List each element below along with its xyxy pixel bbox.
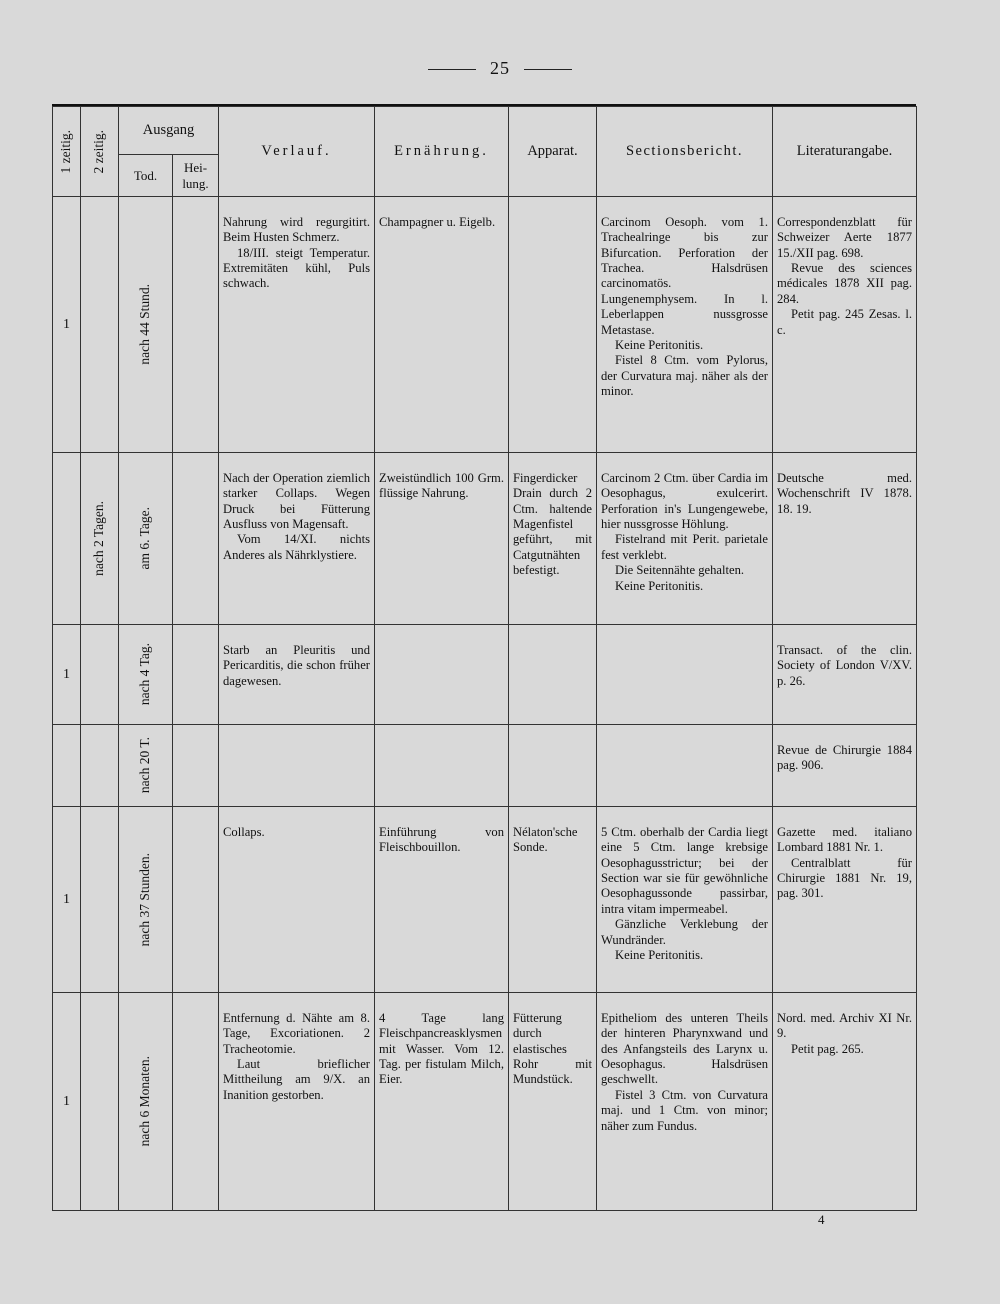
cell-zeitig-2 xyxy=(81,453,119,625)
header-verlauf: Verlauf. xyxy=(219,107,375,197)
header-tod: Tod. xyxy=(119,155,173,197)
cell-zeitig-1 xyxy=(53,625,81,725)
table-row xyxy=(53,725,917,807)
cell-verlauf-paragraph: Laut brieflicher Mittheilung am 9/X. an Inanition gestorben. xyxy=(223,1057,370,1102)
cell-sectionsbericht xyxy=(597,453,773,625)
cell-verlauf-paragraph: 18/III. steigt Temperatur. Extremitäten kühl, Puls schwach. xyxy=(223,245,370,291)
cell-tod-value: nach 4 Tag. xyxy=(137,643,153,706)
cell-literaturangabe-paragraph: Centralblatt für Chirurgie 1881 Nr. 19, pag. 301. xyxy=(777,855,912,901)
cell-zeitig-2 xyxy=(81,993,119,1211)
header-row-1 xyxy=(53,107,917,155)
cell-literaturangabe-paragraph: Nord. med. Archiv XI Nr. 9. xyxy=(777,1011,912,1041)
cell-tod xyxy=(119,807,173,993)
cell-ernaehrung xyxy=(375,993,509,1211)
table-row xyxy=(53,453,917,625)
cell-sectionsbericht-paragraph: Gänzliche Verklebung der Wundränder. xyxy=(601,917,768,947)
cell-ernaehrung-paragraph: Champagner u. Eigelb. xyxy=(379,215,496,229)
cell-heilung xyxy=(173,453,219,625)
zeitig-1-value: 1 xyxy=(63,891,70,907)
header-apparat: Apparat. xyxy=(509,107,597,197)
cell-verlauf xyxy=(219,807,375,993)
case-rows xyxy=(53,197,917,1211)
cell-verlauf xyxy=(219,993,375,1211)
cell-heilung xyxy=(173,725,219,807)
cell-verlauf-paragraph: Entfernung d. Nähte am 8. Tage, Excoriationen. 2 Tracheotomie. xyxy=(223,1011,370,1056)
cell-verlauf-paragraph: Starb an Pleuritis und Pericarditis, die schon früher dagewesen. xyxy=(223,643,370,688)
cell-apparat xyxy=(509,453,597,625)
header-heilung: Hei- lung. xyxy=(173,155,219,197)
cell-verlauf-paragraph: Nahrung wird regurgitirt. Beim Husten Schmerz. xyxy=(223,215,370,245)
cell-literaturangabe xyxy=(773,993,917,1211)
cell-apparat-paragraph: Nélaton'sche Sonde. xyxy=(513,825,578,855)
cell-literaturangabe-paragraph: Petit pag. 245 Zesas. l. c. xyxy=(777,307,912,337)
cell-apparat-paragraph: Fingerdicker Drain durch 2 Ctm. haltende Magenfistel geführt, mit Catgutnähten befestigt. xyxy=(513,471,592,578)
cell-heilung xyxy=(173,625,219,725)
cell-literaturangabe-paragraph: Correspondenzblatt für Schweizer Aerte 1877 15./XII pag. 698. xyxy=(777,215,912,260)
cell-heilung xyxy=(173,197,219,453)
cell-literaturangabe xyxy=(773,197,917,453)
cell-verlauf-paragraph: Nach der Operation ziemlich starker Collaps. Wegen Druck bei Fütterung Ausfluss von Magensaft. xyxy=(223,471,370,532)
cell-apparat xyxy=(509,807,597,993)
cell-sectionsbericht-paragraph: Epitheliom des unteren Theils der hinteren Pharynxwand und des Anfangsteils des Larynx u. Oesophagus. Halsdrüsen geschwellt. xyxy=(601,1011,768,1087)
cell-sectionsbericht-paragraph: Keine Peritonitis. xyxy=(615,578,704,593)
cell-sectionsbericht xyxy=(597,993,773,1211)
cell-sectionsbericht xyxy=(597,725,773,807)
cell-sectionsbericht xyxy=(597,625,773,725)
table-row xyxy=(53,807,917,993)
cell-sectionsbericht-paragraph: Carcinom 2 Ctm. über Cardia im Oesophagus, exulcerirt. Perforation in's Lungengewebe, hier nussgrosse Höhlung. xyxy=(601,471,768,532)
cell-verlauf xyxy=(219,725,375,807)
cell-tod xyxy=(119,993,173,1211)
cell-zeitig-1 xyxy=(53,725,81,807)
cell-sectionsbericht xyxy=(597,807,773,993)
cell-literaturangabe-paragraph: Gazette med. italiano Lombard 1881 Nr. 1. xyxy=(777,825,912,855)
cell-sectionsbericht xyxy=(597,197,773,453)
cell-apparat xyxy=(509,993,597,1211)
cell-zeitig-1 xyxy=(53,807,81,993)
cell-tod-value: am 6. Tage. xyxy=(137,507,153,570)
cell-zeitig-2 xyxy=(81,807,119,993)
cell-zeitig-2-value: nach 2 Tagen. xyxy=(91,501,107,576)
cell-zeitig-1 xyxy=(53,453,81,625)
cell-verlauf xyxy=(219,453,375,625)
header-ausgang: Ausgang xyxy=(119,107,219,155)
cell-zeitig-2 xyxy=(81,197,119,453)
cell-literaturangabe-paragraph: Revue de Chirurgie 1884 pag. 906. xyxy=(777,743,912,773)
cell-tod xyxy=(119,453,173,625)
cell-literaturangabe-paragraph: Petit pag. 265. xyxy=(791,1041,864,1056)
cell-ernaehrung-paragraph: 4 Tage lang Fleischpancreasklysmen mit Wasser. Vom 12. Tag. per fistulam Milch, Eier. xyxy=(379,1011,504,1087)
header-zeitig-1: 1 zeitig. xyxy=(53,107,81,197)
zeitig-1-value: 1 xyxy=(63,1093,70,1109)
cell-apparat xyxy=(509,725,597,807)
cell-ernaehrung xyxy=(375,453,509,625)
header-zeitig-2: 2 zeitig. xyxy=(81,107,119,197)
cell-sectionsbericht-paragraph: Keine Peritonitis. xyxy=(615,337,704,352)
table-row xyxy=(53,625,917,725)
cell-tod-value: nach 20 T. xyxy=(137,737,153,794)
cell-zeitig-1 xyxy=(53,993,81,1211)
cell-zeitig-1 xyxy=(53,197,81,453)
cell-ernaehrung xyxy=(375,807,509,993)
header-ernaehrung: Ernährung. xyxy=(375,107,509,197)
cell-literaturangabe xyxy=(773,625,917,725)
cell-sectionsbericht-paragraph: 5 Ctm. oberhalb der Cardia liegt eine 5 Ctm. lange krebsige Oesophagusstrictur; bei der Section war sie für gewöhnliche Oesophagussonde passirbar, intra vitam impermeabel. xyxy=(601,825,768,916)
cell-tod xyxy=(119,197,173,453)
cell-ernaehrung xyxy=(375,725,509,807)
case-table-wrapper xyxy=(52,106,916,1206)
cell-tod-value: nach 6 Monaten. xyxy=(137,1056,153,1147)
cell-zeitig-2 xyxy=(81,725,119,807)
right-dash xyxy=(524,69,572,70)
header-literaturangabe: Literaturangabe. xyxy=(773,107,917,197)
cell-heilung xyxy=(173,993,219,1211)
page-number-line xyxy=(0,58,1000,79)
cell-tod xyxy=(119,725,173,807)
cell-ernaehrung-paragraph: Einführung von Fleischbouillon. xyxy=(379,825,504,855)
cell-verlauf-paragraph: Collaps. xyxy=(223,825,265,839)
case-table xyxy=(52,106,917,1211)
cell-literaturangabe-paragraph: Revue des sciences médicales 1878 XII pag. 284. xyxy=(777,261,912,306)
cell-tod xyxy=(119,625,173,725)
cell-ernaehrung-paragraph: Zweistündlich 100 Grm. flüssige Nahrung. xyxy=(379,471,504,501)
zeitig-1-value: 1 xyxy=(63,316,70,332)
cell-literaturangabe xyxy=(773,725,917,807)
cell-sectionsbericht-paragraph: Keine Peritonitis. xyxy=(615,947,704,962)
cell-ernaehrung xyxy=(375,197,509,453)
cell-literaturangabe-paragraph: Transact. of the clin. Society of London V/XV. p. 26. xyxy=(777,643,912,688)
cell-apparat xyxy=(509,625,597,725)
cell-heilung xyxy=(173,807,219,993)
cell-sectionsbericht-paragraph: Fistel 3 Ctm. von Curvatura maj. und 1 Ctm. von minor; näher zum Fundus. xyxy=(601,1087,768,1133)
left-dash xyxy=(428,69,476,70)
footer-signature-number: 4 xyxy=(818,1212,825,1227)
cell-sectionsbericht-paragraph: Fistelrand mit Perit. parietale fest verklebt. xyxy=(601,532,768,562)
table-row xyxy=(53,993,917,1211)
cell-zeitig-2 xyxy=(81,625,119,725)
cell-literaturangabe-paragraph: Deutsche med. Wochenschrift IV 1878. 18. 19. xyxy=(777,471,912,516)
zeitig-1-value: 1 xyxy=(63,666,70,682)
cell-ernaehrung xyxy=(375,625,509,725)
header-sectionsbericht: Sectionsbericht. xyxy=(597,107,773,197)
cell-apparat xyxy=(509,197,597,453)
page-number: 25 xyxy=(490,58,510,78)
cell-sectionsbericht-paragraph: Fistel 8 Ctm. vom Pylorus, der Curvatura maj. näher als der minor. xyxy=(601,353,768,398)
cell-literaturangabe xyxy=(773,453,917,625)
cell-verlauf-paragraph: Vom 14/XI. nichts Anderes als Nährklystiere. xyxy=(223,532,370,562)
cell-apparat-paragraph: Fütterung durch elastisches Rohr mit Mundstück. xyxy=(513,1011,592,1087)
cell-tod-value: nach 44 Stund. xyxy=(137,284,153,365)
cell-verlauf xyxy=(219,197,375,453)
cell-sectionsbericht-paragraph: Die Seitennähte gehalten. xyxy=(615,563,745,578)
cell-verlauf xyxy=(219,625,375,725)
cell-literaturangabe xyxy=(773,807,917,993)
cell-sectionsbericht-paragraph: Carcinom Oesoph. vom 1. Trachealringe bis zur Bifurcation. Perforation der Trachea. Halsdrüsen carcinomatös. Lungenemphysem. In l. Leberlappen nussgrosse Metastase. xyxy=(601,215,768,337)
table-row xyxy=(53,197,917,453)
cell-tod-value: nach 37 Stunden. xyxy=(137,852,153,947)
